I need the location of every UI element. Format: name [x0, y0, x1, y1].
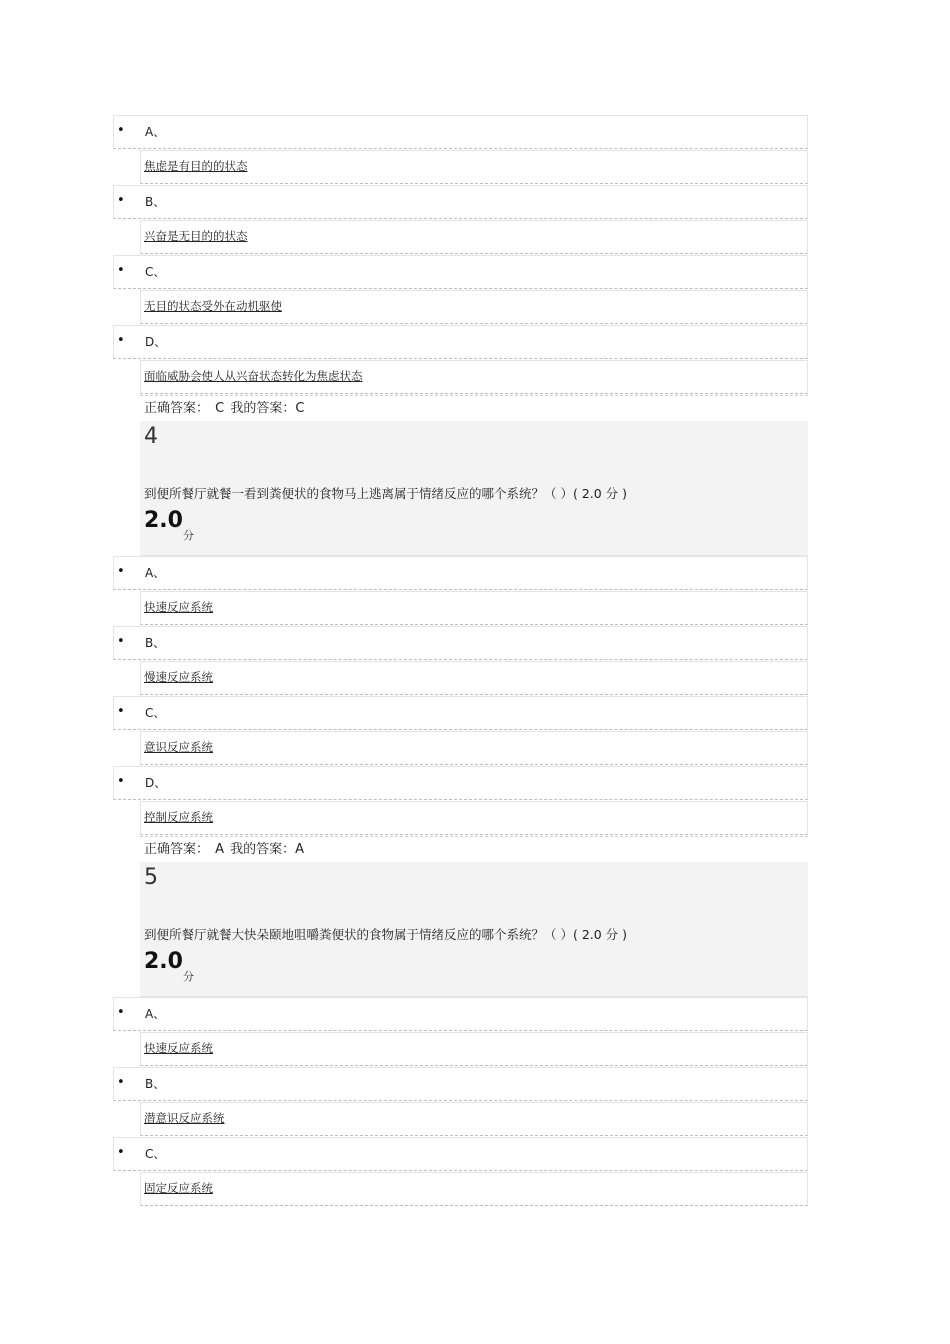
option-letter: D、: [145, 776, 167, 790]
question-score-unit: 分: [183, 529, 194, 542]
bullet-icon: •: [117, 123, 125, 138]
option-letter: B、: [145, 636, 166, 650]
option-row-c[interactable]: [113, 1137, 808, 1171]
bullet-icon: •: [117, 1005, 125, 1020]
bullet-icon: •: [117, 704, 125, 719]
option-text-row[interactable]: [140, 1172, 808, 1206]
option-letter: A、: [145, 566, 166, 580]
option-row-d[interactable]: [113, 325, 808, 359]
option-letter: A、: [145, 125, 166, 139]
bullet-icon: •: [117, 1075, 125, 1090]
option-row-d[interactable]: [113, 766, 808, 800]
option-row-b[interactable]: [113, 185, 808, 219]
option-text-row[interactable]: [140, 801, 808, 835]
option-text-link[interactable]: 焦虑是有目的的状态: [144, 159, 248, 173]
option-text-row[interactable]: [140, 220, 808, 254]
option-text-link[interactable]: 无目的状态受外在动机驱使: [144, 299, 282, 313]
option-row-c[interactable]: [113, 696, 808, 730]
option-row-c[interactable]: [113, 255, 808, 289]
bullet-icon: •: [117, 333, 125, 348]
question-block-4: [140, 421, 808, 556]
option-text-row[interactable]: [140, 591, 808, 625]
option-letter: A、: [145, 1007, 166, 1021]
option-text-row[interactable]: [140, 661, 808, 695]
option-text-row[interactable]: [140, 290, 808, 324]
option-text-link[interactable]: 控制反应系统: [144, 810, 213, 824]
question-number: 5: [144, 865, 158, 890]
bullet-icon: •: [117, 774, 125, 789]
bullet-icon: •: [117, 263, 125, 278]
question-text: 到便所餐厅就餐一看到粪便状的食物马上逃离属于情绪反应的哪个系统？（ ）( 2.0 分 ): [144, 486, 628, 501]
option-row-b[interactable]: [113, 1067, 808, 1101]
option-text-row[interactable]: [140, 1032, 808, 1066]
option-text-link[interactable]: 潜意识反应系统: [144, 1111, 225, 1125]
option-text-link[interactable]: 慢速反应系统: [144, 670, 213, 684]
option-text-link[interactable]: 快速反应系统: [144, 1041, 213, 1055]
bullet-icon: •: [117, 564, 125, 579]
answer-row-q4: [140, 836, 808, 862]
question-number: 4: [144, 424, 158, 449]
option-text-link[interactable]: 快速反应系统: [144, 600, 213, 614]
option-letter: C、: [145, 1147, 166, 1161]
option-letter: B、: [145, 195, 166, 209]
answer-text: 正确答案： A 我的答案：A: [144, 842, 305, 857]
option-text-link[interactable]: 固定反应系统: [144, 1181, 213, 1195]
option-text-row[interactable]: [140, 150, 808, 184]
question-block-5: [140, 862, 808, 997]
option-text-link[interactable]: 意识反应系统: [144, 740, 213, 754]
option-row-a[interactable]: [113, 997, 808, 1031]
bullet-icon: •: [117, 1145, 125, 1160]
question-text: 到便所餐厅就餐大快朵颐地咀嚼粪便状的食物属于情绪反应的哪个系统？（ ）( 2.0 分 ): [144, 927, 628, 942]
bullet-icon: •: [117, 193, 125, 208]
answer-text: 正确答案： C 我的答案：C: [144, 401, 305, 416]
option-row-a[interactable]: [113, 556, 808, 590]
option-letter: C、: [145, 265, 166, 279]
option-text-row[interactable]: [140, 731, 808, 765]
answer-row-q3: [140, 395, 808, 421]
question-score: 2.0: [144, 949, 183, 974]
option-letter: D、: [145, 335, 167, 349]
option-row-a[interactable]: [113, 115, 808, 149]
option-letter: B、: [145, 1077, 166, 1091]
option-letter: C、: [145, 706, 166, 720]
option-row-b[interactable]: [113, 626, 808, 660]
bullet-icon: •: [117, 634, 125, 649]
option-text-link[interactable]: 面临威胁会使人从兴奋状态转化为焦虑状态: [144, 369, 363, 383]
option-text-link[interactable]: 兴奋是无目的的状态: [144, 229, 248, 243]
question-score: 2.0: [144, 508, 183, 533]
option-text-row[interactable]: [140, 360, 808, 394]
question-score-unit: 分: [183, 970, 194, 983]
option-text-row[interactable]: [140, 1102, 808, 1136]
